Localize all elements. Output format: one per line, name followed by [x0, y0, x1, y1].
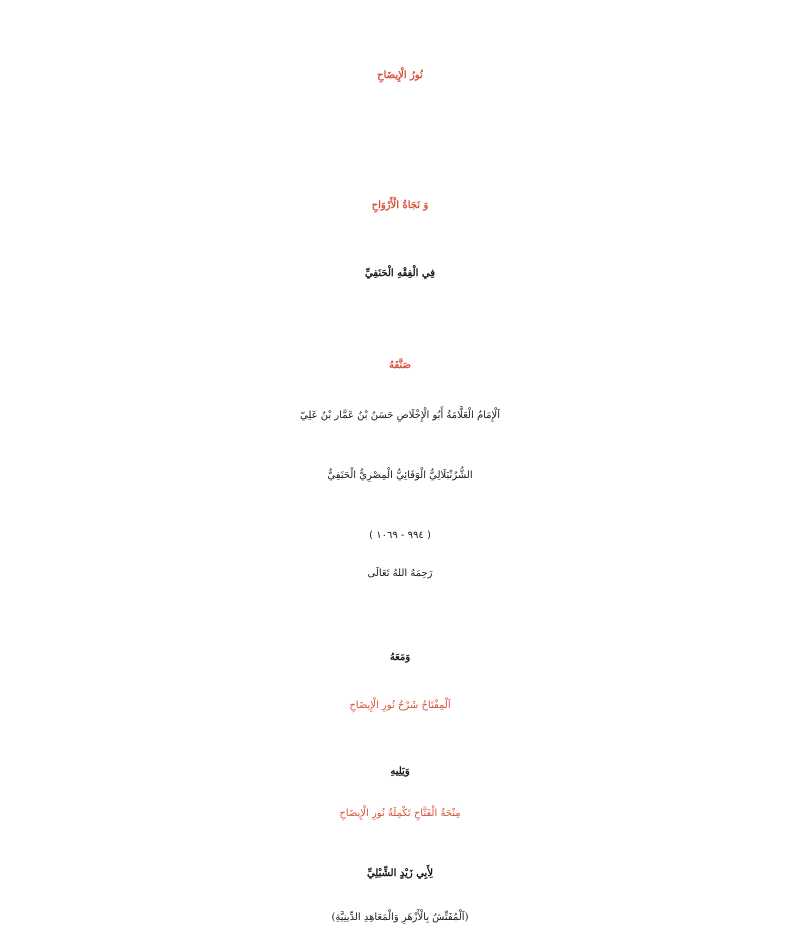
with-it-label: وَمَعَهُ — [389, 652, 411, 663]
book-title: نُورُ الْإِيضَاحِ — [377, 70, 423, 81]
author-name-line1: اَلْإِمَامُ الْعَلَّامَةُ أَبُو الْإِخْلَاصِ حَسَنُ بْنُ عَمَّار بْنُ عَلِيّ — [299, 410, 501, 421]
book-subtitle: وَ نَجَاةُ الْأَرْوَاحِ — [371, 200, 429, 211]
author-prayer: رَحِمَهُ اللهُ تَعَالَى — [367, 568, 433, 579]
supplement-title: مِنْحَةُ الْفَتَّاحِ تَكْمِلَةُ نُورِ الْإِيضَاحِ — [339, 808, 461, 819]
composed-by-label: صَنَّفَهُ — [389, 360, 411, 371]
book-field: فِي الْفِقْهِ الْحَنَفِيِّ — [364, 268, 436, 279]
supplement-author-role: (اَلْمُفَتِّشُ بِالْأَزْهَرِ وَالْمَعَاهِدِ الدِّينِيَّةِ) — [331, 912, 469, 923]
commentary-title: اَلْمِفْتَاحُ شَرْحُ نُورِ الْإِيضَاحِ — [349, 700, 451, 711]
author-dates: ( ٩٩٤ - ١٠٦٩ ) — [369, 530, 431, 541]
author-name-line2: الشُّرُنْبَلَالِيُّ الْوَفَائِيُّ الْمِصْرِيُّ الْحَنَفِيُّ — [327, 470, 473, 481]
followed-by-label: وَيَلِيهِ — [390, 766, 410, 777]
supplement-author: لِأَبِي زَيْدٍ الشِّبْلِيِّ — [366, 868, 434, 879]
